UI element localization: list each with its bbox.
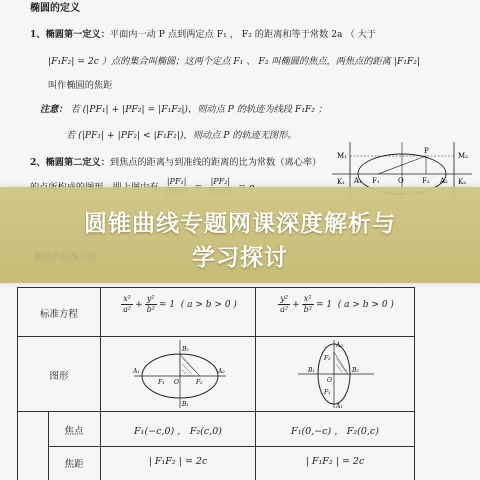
focus-horizontal: F₁(−c,0) ， F₂(c,0)	[134, 426, 222, 437]
table-col-divider-2	[255, 287, 256, 480]
row-header-focal-distance: 焦距	[64, 459, 84, 470]
table-row-divider-2	[17, 411, 415, 412]
title-banner	[0, 187, 480, 283]
graph2-label-A1: A₁	[336, 403, 343, 410]
graph1-label-A2: A₂	[218, 368, 225, 375]
graph2-label-B1: B₁	[308, 367, 315, 374]
focus-vertical: F₁(0,−c) ， F₂(0,c)	[291, 426, 379, 437]
graph-vertical-ellipse	[290, 338, 380, 410]
label-F2: F₂	[422, 177, 430, 185]
definition-2-line	[30, 157, 321, 169]
definition-1-text: 平面内一动 P 点到两定点 F₁ ， F₂ 的距离和等于常数 2a （ 大于	[109, 29, 376, 40]
equation-vertical-condition: ( a > b > 0 )	[337, 300, 394, 310]
definition-1-line	[30, 29, 376, 41]
definition-2-label: 2、椭圆第二定义：	[30, 157, 110, 168]
label-A1: A₁	[354, 177, 362, 185]
ratio-fraction-1: |PF₁|	[166, 177, 187, 186]
definition-1-continuation: |F₁F₂| = 2c ）点的集合叫椭圆；这两个定点 F₁ 、 F₂ 叫椭圆的焦点，两焦点的距离 |F₁F₂|	[48, 56, 421, 67]
row-header-graph: 图形	[49, 371, 69, 382]
graph2-label-O: O	[327, 377, 332, 384]
graph2-label-A2: A₂	[336, 342, 343, 349]
label-A2: A₂	[440, 177, 448, 185]
table-inner-left-border	[48, 411, 49, 480]
heading-ellipse-definition: 椭圆的定义	[30, 3, 80, 14]
table-col-divider-1	[100, 287, 101, 480]
graph1-label-A1: A₁	[133, 368, 140, 375]
graph1-label-O: O	[174, 379, 179, 386]
graph1-label-F1: F₁	[158, 379, 165, 386]
note-line-2: 若 (|PF₁| + |PF₂| < |F₁F₂|)，则动点 P 的轨迹无图形。	[66, 130, 297, 141]
note-label: 注意：	[40, 104, 68, 115]
graph2-label-F2: F₂	[324, 355, 331, 362]
label-M2: M₂	[458, 152, 468, 160]
graph1-label-B2: B₂	[182, 346, 189, 353]
definition-1-label: 1、椭圆第一定义：	[30, 29, 110, 40]
table-top-border	[17, 287, 415, 288]
note-line-1	[40, 104, 327, 116]
equation-vertical: $\frac{\text{y²}}{\text{a²}}$ + $\frac{\text{x²}}{\text{b²}}$ = 1 ( a > b > 0 )	[280, 294, 394, 314]
table-row-divider-3	[48, 446, 415, 447]
row-header-focus: 焦点	[64, 426, 84, 437]
graph2-label-B2: B₂	[352, 367, 359, 374]
definition-1-focal-distance: 叫作椭圆的焦距	[48, 80, 113, 91]
definition-2-text: 到焦点的距离与到准线的距离的比为常数（离心率）	[109, 157, 322, 168]
graph-horizontal-ellipse	[130, 338, 230, 410]
graph1-label-B1: B₁	[182, 401, 189, 408]
equation-horizontal-condition: ( a > b > 0 )	[180, 300, 237, 310]
table-left-border	[17, 287, 18, 480]
banner-title-line-2: 学习探讨	[192, 245, 288, 271]
ratio-fraction-2: |PF₂|	[210, 177, 231, 186]
graph1-label-F2: F₂	[196, 379, 203, 386]
row-header-standard-equation: 标准方程	[39, 309, 78, 320]
equation-horizontal: $\frac{\text{x²}}{\text{a²}}$ + $\frac{\text{y²}}{\text{b²}}$ = 1 ( a > b > 0 )	[123, 294, 237, 314]
label-O: O	[398, 177, 404, 185]
label-K1: K₁	[337, 178, 346, 186]
label-F1: F₁	[372, 177, 380, 185]
banner-title-line-1: 圆锥曲线专题网课深度解析与	[84, 211, 396, 237]
table-right-border	[414, 287, 415, 480]
label-M1: M₁	[337, 152, 347, 160]
label-K2: K₂	[458, 178, 467, 186]
focal-distance-vertical: | F₁F₂ | = 2c	[305, 456, 365, 467]
graph2-label-F1: F₁	[324, 389, 331, 396]
label-P: P	[424, 147, 429, 155]
focal-distance-horizontal: | F₁F₂ | = 2c	[148, 456, 208, 467]
note-1-text: 若 (|PF₁| + |PF₂| = |F₁F₂|)，则动点 P 的轨迹为线段 F₁F₂ ；	[70, 104, 328, 115]
table-row-divider-1	[17, 336, 415, 337]
